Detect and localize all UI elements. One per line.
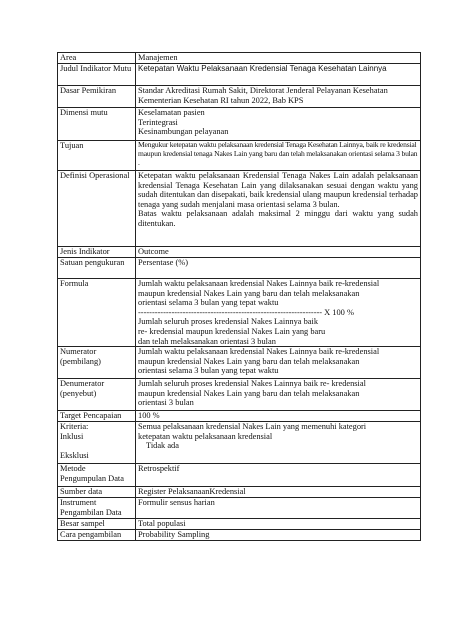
text-line: ketepatan waktu pelaksanaan kredensial	[138, 431, 273, 441]
table-row	[58, 464, 421, 487]
text-line: Keselamatan pasien	[138, 108, 205, 117]
row-value: Register PelaksanaanKredensial	[136, 487, 421, 498]
row-value: Total populasi	[136, 519, 421, 530]
text-line: Terintegrasi	[138, 117, 178, 127]
row-value: Standar Akreditasi Rumah Sakit, Direktorat Jenderal Pelayanan Kesehatan Kementerian Kesehatan RI tahun 2022, Bab KPS	[136, 86, 421, 108]
formula-line: Jumlah seluruh proses kredensial Nakes Lainnya baik	[138, 317, 319, 327]
table-row	[58, 108, 421, 141]
row-value	[136, 379, 421, 411]
row-value: 100 %	[136, 411, 421, 422]
table-row	[58, 422, 421, 464]
row-value: Probability Sampling	[136, 530, 421, 541]
table-row	[58, 64, 421, 86]
row-label	[58, 422, 136, 464]
text-line: maupun kredensial Nakes Lain yang baru dan telah melaksanakan	[138, 388, 360, 398]
formula-line: orientasi selama 3 bulan yang tepat waktu	[138, 298, 279, 308]
criteria-exclusion-label: Eksklusi	[60, 450, 89, 460]
text-line: orientasi 3 bulan	[138, 398, 194, 408]
table-row	[58, 279, 421, 347]
criteria-inclusion-label: Inklusi	[60, 431, 84, 441]
row-value: Persentase (%)	[136, 258, 421, 279]
text-line: maupun kredensial Nakes Lain yang baru dan telah melaksanakan	[138, 356, 360, 366]
table-row	[58, 498, 421, 519]
row-value	[136, 347, 421, 379]
table-row	[58, 53, 421, 64]
table-row	[58, 519, 421, 530]
row-label: Area	[58, 53, 136, 64]
row-value: Outcome	[136, 247, 421, 258]
row-label: Dimensi mutu	[58, 108, 136, 141]
row-label: Judul Indikator Mutu	[58, 64, 136, 86]
table-row	[58, 411, 421, 422]
row-label: Satuan pengukuran	[58, 258, 136, 279]
row-label: Formula	[58, 279, 136, 347]
criteria-heading: Kriteria:	[60, 422, 89, 432]
exclusion-value: Tidak ada	[146, 441, 179, 451]
row-label: Metode Pengumpulan Data	[58, 464, 136, 487]
table-row	[58, 487, 421, 498]
table-row	[58, 379, 421, 411]
row-label: Sumber data	[58, 487, 136, 498]
row-label: Numerator (pembilang)	[58, 347, 136, 379]
formula-divider: ------------------------------------------------------------------ X 100 %	[138, 307, 354, 317]
formula-line: Jumlah waktu pelaksanaan kredensial Nakes Lainnya baik re-kredensial	[138, 279, 380, 288]
table-row	[58, 530, 421, 541]
row-value	[136, 279, 421, 347]
row-value	[136, 171, 421, 247]
text-line: Semua pelaksanaan kredensial Nakes Lain yang memenuhi kategori	[138, 422, 367, 432]
row-value	[136, 422, 421, 464]
row-label: Tujuan	[58, 141, 136, 171]
row-label: Definisi Operasional	[58, 171, 136, 247]
row-value: Ketepatan Waktu Pelaksanaan Kredensial Tenaga Kesehatan Lainnya	[136, 64, 421, 86]
row-label: Dasar Pemikiran	[58, 86, 136, 108]
row-label: Jenis Indikator	[58, 247, 136, 258]
row-value: Mengukur ketepatan waktu pelaksanaan kredensial Tenaga Kesehatan Lainnya, baik re kredensial maupun kredensial tenaga Nakes Lain yang baru dan telah melaksanakan orientasi selama 3 bulan .	[136, 141, 421, 171]
row-value: Formulir sensus harian	[136, 498, 421, 519]
text-paragraph: Ketepatan waktu pelaksanaan Kredensial Tenaga Nakes Lain adalah pelaksanaan kredensial Tenaga Kesehatan Lain yang dilaksanakan sesuai dengan waktu yang sudah ditentukan dan disepakati, baik kredensial ulang maupun kredensial terhadap tenaga yang sudah menjalani masa orientasi selama 3 bulan.	[138, 171, 418, 209]
row-label: Instrument Pengambilan Data	[58, 498, 136, 519]
table-row	[58, 141, 421, 171]
row-label: Target Pencapaian	[58, 411, 136, 422]
row-value	[136, 108, 421, 141]
text-line: orientasi selama 3 bulan yang tepat waktu	[138, 366, 279, 376]
table-row	[58, 171, 421, 247]
row-value: Manajemen	[136, 53, 421, 64]
text-line: Kesinambungan pelayanan	[138, 127, 229, 137]
indicator-profile-table	[57, 52, 421, 541]
row-label: Cara pengambilan	[58, 530, 136, 541]
table-row	[58, 247, 421, 258]
formula-line: dan telah melaksanakan orientasi 3 bulan	[138, 336, 276, 346]
row-label: Besar sampel	[58, 519, 136, 530]
text-line: Jumlah waktu pelaksanaan kredensial Nakes Lainnya baik re-kredensial	[138, 347, 380, 357]
row-label: Denumerator (penyebut)	[58, 379, 136, 411]
row-value: Retrospektif	[136, 464, 421, 487]
table-row	[58, 258, 421, 279]
text-line: Jumlah seluruh proses kredensial Nakes Lainnya baik re- kredensial	[138, 379, 366, 389]
formula-line: maupun kredensial Nakes Lain yang baru dan telah melaksanakan	[138, 288, 360, 298]
table-row	[58, 86, 421, 108]
text-paragraph: Batas waktu pelaksanaan adalah maksimal 2 minggu dari waktu yang sudah ditentukan.	[138, 209, 418, 228]
table-row	[58, 347, 421, 379]
formula-line: re- kredensial maupun kredensial Nakes Lain yang baru	[138, 326, 326, 336]
